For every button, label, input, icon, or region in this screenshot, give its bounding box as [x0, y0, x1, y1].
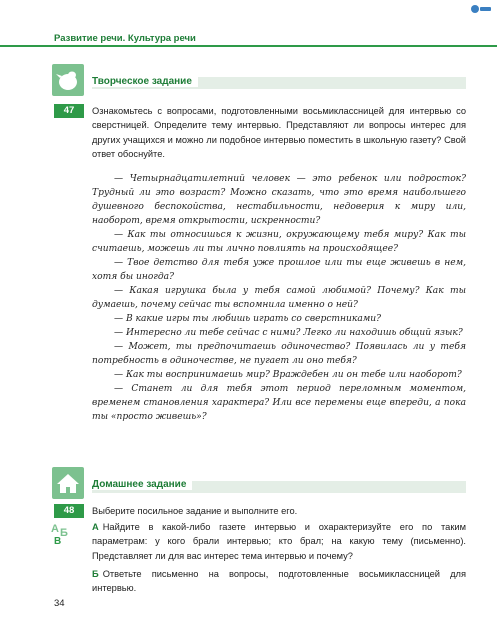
homework-instructions: Выберите посильное задание и выполните его. [92, 506, 298, 516]
question-paragraph: — Может, ты предпочитаешь одиночество? Появилась ли у тебя потребность в одиночестве, не пугает ли оно тебя? [92, 342, 466, 366]
item-text: Найдите в какой-либо газете интервью и охарактеризуйте его по таким параметрам: у кого брали интервью; кто брал; на какую тему (письменно). Представляет ли для вас интерес тема интервью и почему? [92, 522, 466, 561]
task-number-badge: 47 [54, 104, 84, 118]
abc-letters-icon [50, 521, 74, 545]
page-number: 34 [54, 598, 65, 609]
item-text: Ответьте письменно на вопросы, подготовленные восьмиклассницей для интервью. [92, 569, 466, 594]
task-number-badge: 48 [54, 504, 84, 518]
svg-text:Б: Б [60, 527, 68, 539]
item-letter: Б [92, 569, 99, 579]
question-paragraph: — Твое детство для тебя уже прошлое или ты еще живешь в нем, хотя бы иногда? [92, 258, 466, 282]
question-paragraph: — Как ты относишься к жизни, окружающему тебя миру? Как ты считаешь, можешь ли ты лично повлиять на происходящее? [92, 230, 466, 254]
question-paragraph: — В какие игры ты любишь играть со сверстниками? [114, 314, 382, 324]
question-paragraph: — Четырнадцатилетний человек — это ребенок или подросток? Трудный ли это возраст? Можно сказать, что это время наибольшего душевного беспокойства, нестабильности, недоверия к миру или, наоборот, время открытости, искренности? [92, 174, 466, 226]
svg-text:А: А [51, 523, 59, 535]
chapter-title: Развитие речи. Культура речи [54, 33, 196, 44]
question-paragraph: — Интересно ли тебе сейчас с ними? Легко ли находишь общий язык? [114, 328, 463, 338]
homework-title: Домашнее задание [92, 479, 192, 490]
homework-item-a [92, 520, 466, 563]
interview-questions [92, 172, 466, 424]
item-letter: А [92, 522, 99, 532]
publisher-logo-icon [470, 4, 492, 14]
chapter-header [0, 30, 497, 47]
question-paragraph: — Как ты воспринимаешь мир? Враждебен ли он тебе или наоборот? [114, 370, 462, 380]
task-instructions: Ознакомьтесь с вопросами, подготовленными восьмиклассницей для интервью со сверстницей. Определите тему интервью. Представляют ли вопросы интерес для других учащихся и можно ли подобное интервью поместить в школьную газету? Свой ответ обоснуйте. [92, 106, 466, 159]
svg-text:В: В [54, 536, 62, 545]
bird-icon [52, 64, 84, 96]
house-icon [52, 467, 84, 499]
question-paragraph: — Какая игрушка была у тебя самой любимой? Почему? Как ты думаешь, почему сейчас ты вспомнила именно о ней? [92, 286, 466, 310]
question-paragraph: — Станет ли для тебя этот период переломным моментом, временем становления характера? Или все перемены еще впереди, а пока ты «просто живешь»? [92, 384, 466, 422]
homework-item-b [92, 567, 466, 596]
creative-task-title: Творческое задание [92, 76, 198, 87]
